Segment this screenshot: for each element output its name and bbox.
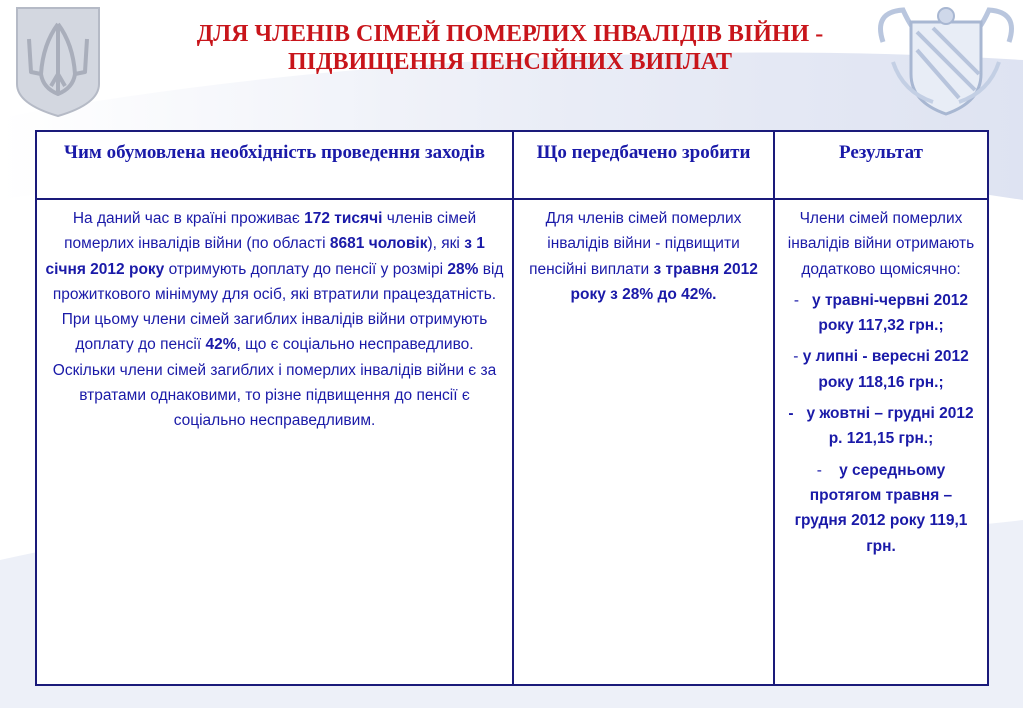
result-item [783,344,979,395]
highlight-value: 42% [205,336,237,354]
text-segment: Для членів сімей померлих інвалідів війни - підвищити пенсійні виплати [529,210,742,278]
highlight-value: 8681 чоловік [329,235,428,253]
cell-justification [36,199,513,685]
result-item [783,458,979,559]
text-segment: , що є соціально несправедливо. [236,336,474,354]
text-segment: На даний час в країні проживає [72,210,305,227]
highlight-value: з травня 2012 року з 28% до 42%. [570,260,758,303]
text-segment: отримують доплату до пенсії у розмірі [164,260,448,278]
highlight-value: 172 тисячі [304,210,383,227]
header-justification: Чим обумовлена необхідність проведення заходів [36,131,513,199]
header-planned: Що передбачено зробити [513,131,774,199]
result-item-text: у липні - вересні 2012 року 118,16 грн.; [802,348,969,391]
result-item [783,288,979,339]
result-item-text: у середньому протягом травня – грудня 2012 року 119,1 грн. [794,461,968,555]
table-header-row [36,131,988,199]
dash-marker: - [793,348,799,366]
table-row [36,199,988,685]
dash-marker: - [816,461,822,479]
text-segment: від прожиткового мінімуму для осіб, які втратили працездатність. При цьому члени сімей загиблих інвалідів війни отримують доплату до пенсії [52,260,504,354]
measures-table [35,130,989,686]
coat-of-arms-ukraine-icon [13,4,103,118]
cell-result [774,199,988,685]
result-item [783,401,979,452]
highlight-value: з 1 січня 2012 року [45,235,485,278]
header-result: Результат [774,131,988,199]
page-title [130,20,890,76]
title-line-2: ПІДВИЩЕННЯ ПЕНСІЙНИХ ВИПЛАТ [287,49,733,75]
cell-planned [513,199,774,685]
paragraph-2: Оскільки члени сімей загиблих і померлих інвалідів війни є за втратами однаковими, то різне підвищення до пенсії є соціально несправедливим. [52,361,497,430]
highlight-value: 28% [447,260,479,278]
dash-marker: - [793,291,800,309]
result-item-text: у травні-червні 2012 року 117,32 грн.; [812,291,969,335]
result-item-text: у жовтні – грудні 2012 р. 121,15 грн.; [806,405,974,448]
dash-marker: - [788,405,794,423]
title-line-1: ДЛЯ ЧЛЕНІВ СІМЕЙ ПОМЕРЛИХ ІНВАЛІДІВ ВІЙНИ - [196,21,824,47]
text-segment: ), які [427,235,465,253]
text-segment: членів сімей померлих інвалідів війни (по області [64,210,477,253]
coat-of-arms-oblast-icon [873,2,1019,116]
result-intro: Члени сімей померлих інвалідів війни отримають додатково щомісячно: [787,210,975,278]
